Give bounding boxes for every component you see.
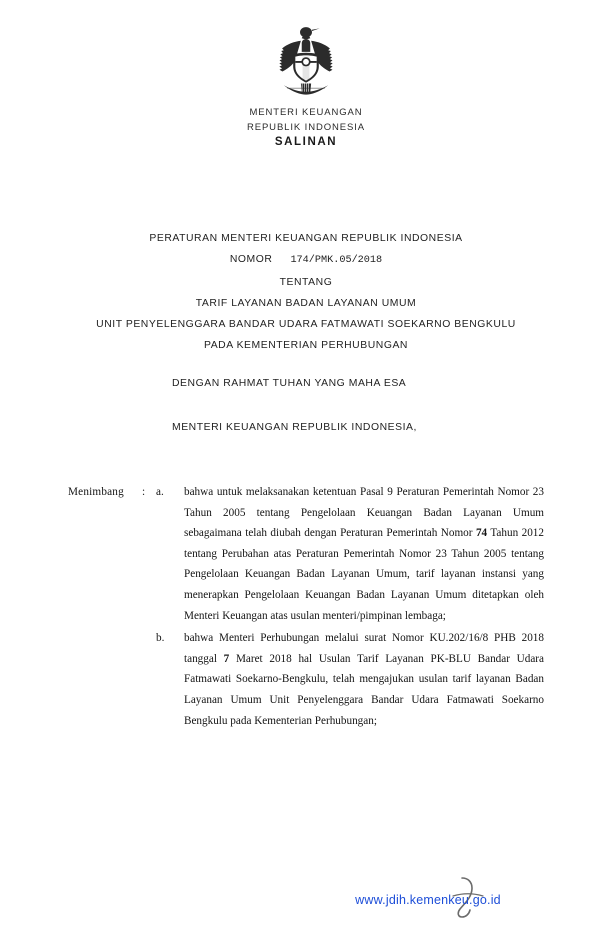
item-text-b: bahwa Menteri Perhubungan melalui surat Nomor KU.202/16/8 PHB 2018 tanggal 7 Maret 2018 hal Usulan Tarif Layanan PK-BLU Bandar Udara Fatmawati Soekarno-Bengkulu, telah mengajukan usulan tarif layanan Badan Layanan Umum Unit Penyelenggara Bandar Udara Fatmawati Soekarno Bengkulu pada Kementerian Perhubungan;	[184, 632, 544, 727]
regulation-title-block	[0, 228, 612, 357]
jdih-url-link[interactable]: www.jdih.kemenkeu.go.id	[355, 893, 501, 907]
item-letter-b: b.	[156, 632, 165, 645]
considering-colon: :	[142, 486, 146, 498]
title-line-1: PERATURAN MENTERI KEUANGAN REPUBLIK INDONESIA	[149, 233, 463, 244]
considering-item-a	[68, 482, 544, 626]
authority-line: MENTERI KEUANGAN REPUBLIK INDONESIA,	[172, 422, 417, 433]
ministry-caption-line-2: REPUBLIK INDONESIA	[246, 122, 366, 133]
preamble-spacer	[0, 391, 612, 421]
nomor-label: NOMOR	[229, 254, 273, 266]
considering-label: Menimbang	[68, 486, 124, 498]
garuda-pancasila-emblem-icon	[263, 22, 349, 104]
document-footer	[0, 891, 612, 909]
considering-item-b	[68, 628, 544, 731]
subject-line-3: PADA KEMENTERIAN PERHUBUNGAN	[203, 340, 408, 352]
copy-stamp: SALINAN	[274, 136, 338, 148]
nomor-value: 174/PMK.05/2018	[290, 255, 383, 267]
document-header	[0, 22, 612, 148]
item-letter-a: a.	[156, 486, 164, 498]
preamble-block	[0, 377, 612, 435]
ministry-caption-line-1: MENTERI KEUANGAN	[249, 107, 363, 118]
blessing-line: DENGAN RAHMAT TUHAN YANG MAHA ESA	[172, 378, 407, 389]
regulation-number-row	[230, 249, 382, 271]
tentang-label: TENTANG	[279, 276, 333, 288]
considering-section	[68, 482, 544, 731]
subject-line-1: TARIF LAYANAN BADAN LAYANAN UMUM	[195, 297, 417, 309]
subject-line-2: UNIT PENYELENGGARA BANDAR UDARA FATMAWATI SOEKARNO BENGKULU	[96, 319, 516, 331]
item-text-a: bahwa untuk melaksanakan ketentuan Pasal 9 Peraturan Pemerintah Nomor 23 Tahun 2005 tentang Pengelolaan Keuangan Badan Layanan Umum sebagaimana telah diubah dengan Peraturan Pemerintah Nomor 74 Tahun 2012 tentang Perubahan atas Peraturan Pemerintah Nomor 23 Tahun 2005 tentang Pengelolaan Keuangan Badan Layanan Umum, tarif layanan instansi yang menerapkan Pengelolaan Keuangan Badan Layanan Umum ditetapkan oleh Menteri Keuangan atas usulan menteri/pimpinan lembaga;	[184, 486, 544, 622]
